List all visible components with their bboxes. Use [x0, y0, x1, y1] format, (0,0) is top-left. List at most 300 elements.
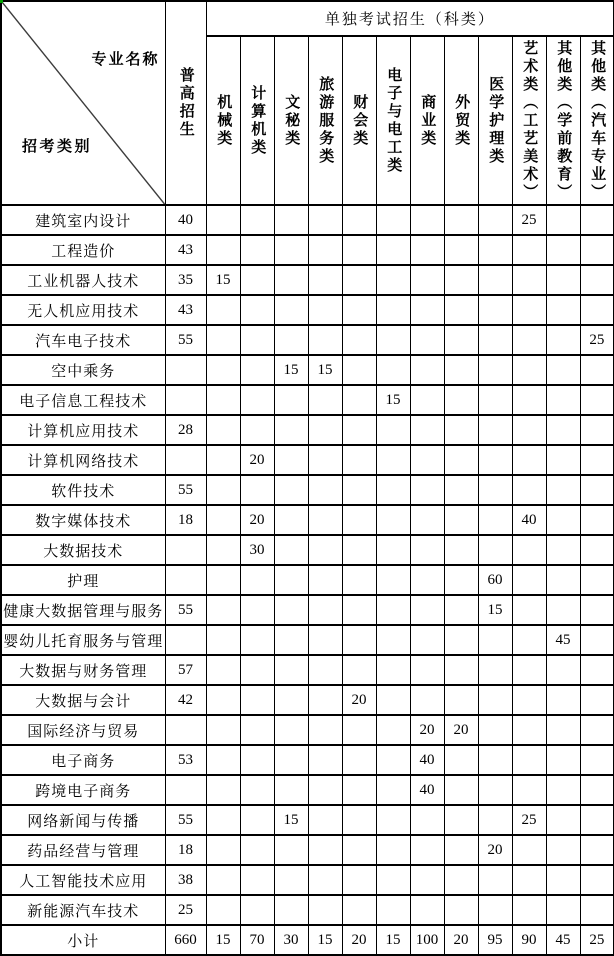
enrollment-value-cell: 53 [165, 745, 206, 775]
col-header-foreign-trade: 外贸类 [444, 36, 478, 205]
enrollment-value-cell [308, 685, 342, 715]
enrollment-value-cell [308, 265, 342, 295]
major-name: 药品经营与管理 [1, 835, 165, 865]
enrollment-value-cell [206, 715, 240, 745]
enrollment-value-cell [478, 625, 512, 655]
enrollment-value-cell [478, 415, 512, 445]
major-row [1, 535, 614, 565]
enrollment-value-cell [308, 775, 342, 805]
enrollment-value-cell [546, 505, 580, 535]
enrollment-value-cell [342, 415, 376, 445]
enrollment-value-cell [206, 205, 240, 235]
enrollment-value-cell [580, 895, 614, 925]
enrollment-value-cell [512, 895, 546, 925]
enrollment-value-cell [546, 535, 580, 565]
major-row [1, 385, 614, 415]
enrollment-value-cell [308, 865, 342, 895]
enrollment-value-cell [580, 805, 614, 835]
enrollment-value-cell [444, 595, 478, 625]
major-name: 建筑室内设计 [1, 205, 165, 235]
enrollment-value-cell [308, 715, 342, 745]
enrollment-value-cell [546, 355, 580, 385]
enrollment-value-cell [240, 205, 274, 235]
enrollment-value-cell [546, 295, 580, 325]
enrollment-value-cell [308, 625, 342, 655]
enrollment-value-cell [376, 715, 410, 745]
major-row [1, 565, 614, 595]
enrollment-value-cell [342, 565, 376, 595]
enrollment-value-cell [240, 565, 274, 595]
enrollment-value-cell [206, 385, 240, 415]
enrollment-value-cell: 42 [165, 685, 206, 715]
enrollment-value-cell [274, 265, 308, 295]
enrollment-value-cell [308, 595, 342, 625]
enrollment-value-cell: 25 [580, 325, 614, 355]
enrollment-value-cell [546, 445, 580, 475]
major-row [1, 655, 614, 685]
enrollment-value-cell: 55 [165, 325, 206, 355]
enrollment-value-cell [206, 805, 240, 835]
enrollment-value-cell: 20 [240, 505, 274, 535]
enrollment-value-cell [308, 805, 342, 835]
major-row [1, 745, 614, 775]
enrollment-value-cell [342, 475, 376, 505]
enrollment-value-cell [478, 655, 512, 685]
enrollment-value-cell [580, 715, 614, 745]
enrollment-value-cell [512, 625, 546, 655]
enrollment-value-cell [512, 475, 546, 505]
enrollment-value-cell: 15 [376, 385, 410, 415]
enrollment-value-cell [444, 745, 478, 775]
enrollment-value-cell: 55 [165, 595, 206, 625]
enrollment-value-cell [342, 805, 376, 835]
enrollment-value-cell [240, 775, 274, 805]
enrollment-value-cell: 45 [546, 925, 580, 955]
enrollment-value-cell [308, 475, 342, 505]
enrollment-value-cell [308, 445, 342, 475]
major-row [1, 415, 614, 445]
enrollment-value-cell [512, 415, 546, 445]
enrollment-value-cell [580, 385, 614, 415]
enrollment-value-cell [274, 835, 308, 865]
enrollment-value-cell [165, 535, 206, 565]
major-name: 汽车电子技术 [1, 325, 165, 355]
enrollment-value-cell [240, 235, 274, 265]
enrollment-value-cell [206, 895, 240, 925]
enrollment-value-cell: 40 [410, 745, 444, 775]
enrollment-value-cell [240, 685, 274, 715]
major-row [1, 595, 614, 625]
col-header-electronics-electrician: 电子与电工类 [376, 36, 410, 205]
enrollment-value-cell: 15 [274, 805, 308, 835]
enrollment-value-cell: 35 [165, 265, 206, 295]
enrollment-value-cell [308, 415, 342, 445]
col-header-machinery: 机械类 [206, 36, 240, 205]
major-name: 大数据与财务管理 [1, 655, 165, 685]
enrollment-value-cell [376, 595, 410, 625]
enrollment-value-cell [240, 475, 274, 505]
enrollment-value-cell [410, 235, 444, 265]
enrollment-value-cell [580, 625, 614, 655]
enrollment-value-cell [308, 385, 342, 415]
enrollment-value-cell [308, 895, 342, 925]
enrollment-value-cell [580, 865, 614, 895]
enrollment-value-cell [165, 625, 206, 655]
enrollment-value-cell: 20 [444, 925, 478, 955]
total-row-label: 小计 [1, 925, 165, 955]
enrollment-value-cell [444, 775, 478, 805]
enrollment-value-cell [512, 445, 546, 475]
corner-label-major-name: 专业名称 [91, 51, 160, 68]
enrollment-value-cell [206, 595, 240, 625]
enrollment-value-cell [546, 325, 580, 355]
enrollment-value-cell [308, 655, 342, 685]
enrollment-value-cell: 25 [580, 925, 614, 955]
enrollment-value-cell: 15 [206, 265, 240, 295]
enrollment-value-cell [512, 385, 546, 415]
enrollment-value-cell [308, 745, 342, 775]
enrollment-value-cell [342, 325, 376, 355]
major-name: 跨境电子商务 [1, 775, 165, 805]
enrollment-value-cell [206, 775, 240, 805]
enrollment-value-cell [546, 205, 580, 235]
enrollment-value-cell [240, 595, 274, 625]
col-header-regular-enrollment-label: 普高招生 [177, 67, 195, 139]
enrollment-value-cell [274, 535, 308, 565]
enrollment-value-cell [478, 805, 512, 835]
enrollment-value-cell [546, 235, 580, 265]
enrollment-value-cell [580, 835, 614, 865]
enrollment-value-cell [512, 325, 546, 355]
enrollment-value-cell: 15 [308, 355, 342, 385]
enrollment-value-cell: 40 [512, 505, 546, 535]
enrollment-value-cell [342, 835, 376, 865]
enrollment-value-cell [308, 835, 342, 865]
enrollment-value-cell [376, 205, 410, 235]
enrollment-value-cell [240, 295, 274, 325]
corner-marker [0, 0, 3, 3]
enrollment-value-cell [546, 265, 580, 295]
major-name: 计算机应用技术 [1, 415, 165, 445]
enrollment-value-cell [444, 685, 478, 715]
enrollment-value-cell [342, 715, 376, 745]
col-header-arts-crafts: 艺术类（工艺美术） [512, 36, 546, 205]
enrollment-value-cell [444, 385, 478, 415]
enrollment-value-cell [342, 355, 376, 385]
enrollment-value-cell [512, 835, 546, 865]
enrollment-value-cell [206, 355, 240, 385]
enrollment-value-cell [546, 715, 580, 745]
enrollment-value-cell [478, 355, 512, 385]
enrollment-value-cell [444, 625, 478, 655]
enrollment-value-cell [580, 445, 614, 475]
enrollment-value-cell [376, 415, 410, 445]
enrollment-value-cell [410, 625, 444, 655]
col-header-other-preschool: 其他类（学前教育） [546, 36, 580, 205]
enrollment-value-cell: 15 [308, 925, 342, 955]
major-row [1, 205, 614, 235]
enrollment-value-cell [546, 565, 580, 595]
enrollment-value-cell [546, 895, 580, 925]
enrollment-value-cell [274, 895, 308, 925]
enrollment-value-cell [512, 595, 546, 625]
enrollment-value-cell [512, 685, 546, 715]
enrollment-value-cell [512, 775, 546, 805]
enrollment-value-cell [165, 385, 206, 415]
enrollment-value-cell [580, 355, 614, 385]
major-row [1, 835, 614, 865]
enrollment-value-cell [444, 415, 478, 445]
enrollment-value-cell [274, 505, 308, 535]
enrollment-value-cell [512, 745, 546, 775]
major-name: 国际经济与贸易 [1, 715, 165, 745]
col-header-secretarial: 文秘类 [274, 36, 308, 205]
enrollment-value-cell [478, 715, 512, 745]
enrollment-value-cell [165, 355, 206, 385]
enrollment-value-cell [546, 775, 580, 805]
enrollment-value-cell [580, 235, 614, 265]
header-row-top [1, 1, 614, 36]
enrollment-value-cell [376, 745, 410, 775]
major-name: 网络新闻与传播 [1, 805, 165, 835]
enrollment-value-cell [274, 685, 308, 715]
major-name: 婴幼儿托育服务与管理 [1, 625, 165, 655]
enrollment-value-cell [342, 505, 376, 535]
enrollment-value-cell: 20 [342, 685, 376, 715]
enrollment-value-cell [478, 205, 512, 235]
enrollment-value-cell [478, 505, 512, 535]
enrollment-value-cell [274, 325, 308, 355]
enrollment-value-cell [376, 805, 410, 835]
enrollment-value-cell [342, 535, 376, 565]
enrollment-value-cell [206, 475, 240, 505]
major-row [1, 895, 614, 925]
enrollment-value-cell [410, 835, 444, 865]
enrollment-value-cell [376, 445, 410, 475]
enrollment-value-cell [376, 625, 410, 655]
major-row [1, 325, 614, 355]
major-row [1, 715, 614, 745]
enrollment-value-cell [444, 865, 478, 895]
major-row [1, 475, 614, 505]
enrollment-value-cell [240, 745, 274, 775]
enrollment-value-cell [240, 385, 274, 415]
enrollment-value-cell [274, 475, 308, 505]
major-name: 电子商务 [1, 745, 165, 775]
major-row [1, 625, 614, 655]
enrollment-value-cell: 40 [165, 205, 206, 235]
enrollment-value-cell [512, 235, 546, 265]
enrollment-value-cell [274, 715, 308, 745]
enrollment-value-cell [444, 355, 478, 385]
enrollment-value-cell [478, 385, 512, 415]
enrollment-value-cell: 20 [478, 835, 512, 865]
enrollment-value-cell: 40 [410, 775, 444, 805]
enrollment-value-cell [308, 205, 342, 235]
enrollment-value-cell [580, 205, 614, 235]
enrollment-value-cell: 43 [165, 235, 206, 265]
major-name: 软件技术 [1, 475, 165, 505]
major-name: 大数据与会计 [1, 685, 165, 715]
enrollment-value-cell [240, 835, 274, 865]
enrollment-value-cell [240, 265, 274, 295]
enrollment-value-cell [274, 295, 308, 325]
enrollment-value-cell [444, 655, 478, 685]
enrollment-value-cell [444, 475, 478, 505]
enrollment-value-cell [546, 835, 580, 865]
enrollment-value-cell [410, 655, 444, 685]
enrollment-value-cell [478, 535, 512, 565]
major-name: 计算机网络技术 [1, 445, 165, 475]
diagonal-line [2, 2, 165, 204]
enrollment-value-cell [342, 385, 376, 415]
enrollment-value-cell: 55 [165, 475, 206, 505]
enrollment-value-cell [512, 715, 546, 745]
enrollment-value-cell [410, 415, 444, 445]
enrollment-value-cell [410, 205, 444, 235]
major-row [1, 295, 614, 325]
enrollment-value-cell [165, 565, 206, 595]
enrollment-value-cell: 90 [512, 925, 546, 955]
enrollment-value-cell: 30 [240, 535, 274, 565]
enrollment-value-cell [376, 865, 410, 895]
col-header-medical-nursing: 医学护理类 [478, 36, 512, 205]
corner-cell [1, 1, 165, 205]
enrollment-value-cell [376, 265, 410, 295]
enrollment-value-cell [308, 295, 342, 325]
enrollment-value-cell [410, 355, 444, 385]
enrollment-value-cell [376, 295, 410, 325]
major-row [1, 805, 614, 835]
enrollment-value-cell: 660 [165, 925, 206, 955]
enrollment-value-cell [546, 685, 580, 715]
enrollment-value-cell [512, 865, 546, 895]
enrollment-value-cell [376, 475, 410, 505]
major-name: 工程造价 [1, 235, 165, 265]
enrollment-value-cell [546, 745, 580, 775]
enrollment-value-cell [478, 325, 512, 355]
enrollment-value-cell [512, 655, 546, 685]
enrollment-value-cell: 55 [165, 805, 206, 835]
enrollment-value-cell [580, 565, 614, 595]
enrollment-value-cell [206, 295, 240, 325]
enrollment-value-cell [512, 535, 546, 565]
enrollment-value-cell [376, 565, 410, 595]
enrollment-value-cell [546, 805, 580, 835]
enrollment-value-cell [580, 475, 614, 505]
enrollment-value-cell [478, 445, 512, 475]
enrollment-value-cell [376, 775, 410, 805]
enrollment-value-cell [342, 205, 376, 235]
total-row [1, 925, 614, 955]
enrollment-value-cell [376, 235, 410, 265]
enrollment-value-cell [274, 205, 308, 235]
enrollment-value-cell: 28 [165, 415, 206, 445]
enrollment-value-cell [478, 865, 512, 895]
enrollment-value-cell [240, 325, 274, 355]
enrollment-value-cell [478, 745, 512, 775]
enrollment-value-cell [165, 715, 206, 745]
major-row [1, 355, 614, 385]
enrollment-value-cell [410, 325, 444, 355]
enrollment-value-cell [206, 505, 240, 535]
enrollment-value-cell [546, 595, 580, 625]
enrollment-value-cell [580, 775, 614, 805]
enrollment-value-cell [444, 445, 478, 475]
enrollment-value-cell [342, 745, 376, 775]
enrollment-value-cell [410, 385, 444, 415]
col-header-computer: 计算机类 [240, 36, 274, 205]
enrollment-value-cell [410, 595, 444, 625]
enrollment-value-cell [478, 475, 512, 505]
enrollment-value-cell [206, 445, 240, 475]
enrollment-value-cell [240, 715, 274, 745]
enrollment-value-cell [342, 265, 376, 295]
enrollment-value-cell [308, 235, 342, 265]
major-name: 无人机应用技术 [1, 295, 165, 325]
enrollment-value-cell [376, 895, 410, 925]
enrollment-value-cell [410, 865, 444, 895]
enrollment-value-cell: 60 [478, 565, 512, 595]
enrollment-value-cell [410, 505, 444, 535]
enrollment-value-cell [580, 595, 614, 625]
major-row [1, 685, 614, 715]
enrollment-value-cell [342, 655, 376, 685]
enrollment-value-cell [580, 265, 614, 295]
enrollment-value-cell: 30 [274, 925, 308, 955]
enrollment-value-cell [478, 775, 512, 805]
corner-label-exam-category: 招考类别 [22, 138, 93, 155]
enrollment-value-cell [410, 295, 444, 325]
enrollment-value-cell: 20 [444, 715, 478, 745]
enrollment-value-cell [444, 805, 478, 835]
enrollment-value-cell [206, 325, 240, 355]
enrollment-value-cell [274, 745, 308, 775]
enrollment-value-cell: 25 [512, 805, 546, 835]
enrollment-value-cell [165, 445, 206, 475]
enrollment-value-cell [376, 655, 410, 685]
col-header-finance-accounting: 财会类 [342, 36, 376, 205]
major-name: 数字媒体技术 [1, 505, 165, 535]
enrollment-value-cell: 45 [546, 625, 580, 655]
major-row [1, 265, 614, 295]
enrollment-value-cell: 100 [410, 925, 444, 955]
enrollment-value-cell [410, 265, 444, 295]
major-name: 新能源汽车技术 [1, 895, 165, 925]
enrollment-value-cell [410, 565, 444, 595]
enrollment-value-cell [546, 415, 580, 445]
enrollment-value-cell [444, 505, 478, 535]
enrollment-value-cell: 18 [165, 505, 206, 535]
enrollment-value-cell [342, 895, 376, 925]
enrollment-value-cell [342, 295, 376, 325]
enrollment-value-cell [580, 415, 614, 445]
major-name: 大数据技术 [1, 535, 165, 565]
enrollment-value-cell [308, 505, 342, 535]
enrollment-value-cell [206, 655, 240, 685]
enrollment-value-cell [512, 265, 546, 295]
enrollment-value-cell [240, 655, 274, 685]
major-name: 人工智能技术应用 [1, 865, 165, 895]
enrollment-value-cell: 18 [165, 835, 206, 865]
enrollment-value-cell: 20 [240, 445, 274, 475]
major-name: 工业机器人技术 [1, 265, 165, 295]
enrollment-value-cell [376, 685, 410, 715]
enrollment-value-cell: 95 [478, 925, 512, 955]
enrollment-value-cell [376, 505, 410, 535]
enrollment-value-cell [478, 295, 512, 325]
group-header-separate-exam: 单独考试招生（科类） [206, 1, 614, 36]
